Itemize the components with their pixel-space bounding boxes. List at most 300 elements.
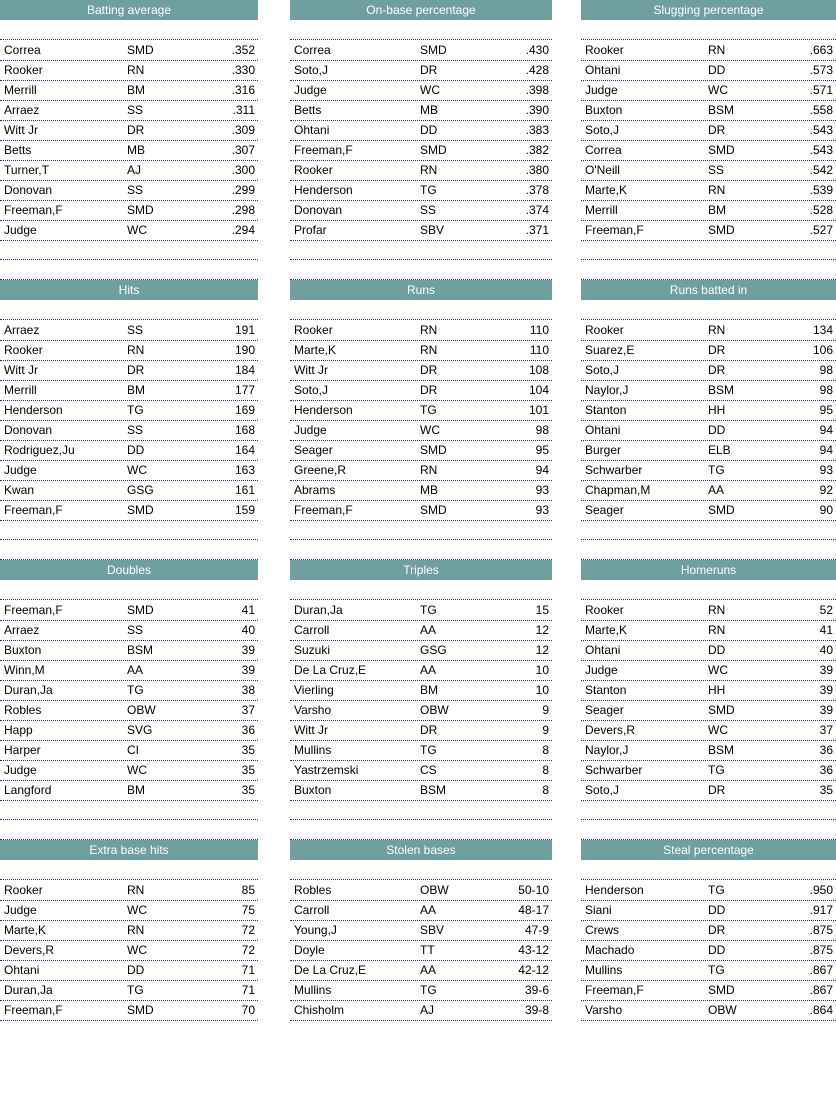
player-name: Freeman,F	[294, 503, 353, 517]
table-row	[0, 1000, 258, 1021]
team-code: ELB	[708, 443, 731, 457]
stat-value: 8	[542, 763, 549, 777]
stat-value: .875	[809, 923, 833, 937]
player-name: Mullins	[294, 983, 332, 997]
stat-value: .571	[809, 83, 833, 97]
table-row	[581, 400, 836, 421]
stat-value: 106	[812, 343, 833, 357]
player-name: Marte,K	[585, 623, 628, 637]
player-name: Rooker	[585, 323, 624, 337]
leaderboard-doubles	[0, 560, 258, 820]
table-row	[581, 660, 836, 681]
table-row	[581, 360, 836, 381]
stat-value: .383	[525, 123, 549, 137]
team-code: SMD	[420, 143, 447, 157]
team-code: DR	[708, 343, 726, 357]
player-name: Donovan	[4, 423, 53, 437]
team-code: BM	[708, 203, 726, 217]
player-name: Varsho	[294, 703, 332, 717]
stat-value: 108	[528, 363, 549, 377]
player-name: Buxton	[294, 783, 332, 797]
stat-value: .430	[525, 43, 549, 57]
player-name: Happ	[4, 723, 33, 737]
table-row	[581, 120, 836, 141]
leaderboard-runs-batted-in	[581, 280, 836, 540]
stat-value: 98	[819, 363, 833, 377]
team-code: BM	[127, 783, 145, 797]
team-code: DR	[708, 783, 726, 797]
player-name: Merrill	[4, 383, 37, 397]
team-code: SMD	[420, 43, 447, 57]
table-row	[581, 180, 836, 201]
player-name: Duran,Ja	[4, 683, 53, 697]
team-code: DD	[708, 943, 726, 957]
team-code: BSM	[708, 383, 735, 397]
table-row	[581, 40, 836, 61]
table-row	[290, 60, 552, 81]
player-name: Chisholm	[294, 1003, 345, 1017]
table-row	[0, 640, 258, 661]
stat-value: 39	[819, 683, 833, 697]
stat-value: 40	[241, 623, 255, 637]
player-name: Judge	[585, 83, 618, 97]
stat-value: 9	[542, 703, 549, 717]
team-code: TG	[420, 983, 437, 997]
team-code: AA	[708, 483, 725, 497]
stat-value: .380	[525, 163, 549, 177]
stat-value: 39	[819, 663, 833, 677]
table-row	[581, 320, 836, 341]
table-row	[0, 760, 258, 781]
leaderboard-batting-average	[0, 0, 258, 260]
stat-value: 85	[241, 883, 255, 897]
stat-value: 72	[241, 943, 255, 957]
team-code: WC	[420, 423, 440, 437]
stat-value: .950	[809, 883, 833, 897]
player-name: Freeman,F	[4, 603, 63, 617]
stat-value: 39	[241, 663, 255, 677]
stat-value: 90	[819, 503, 833, 517]
table-row	[290, 440, 552, 461]
team-code: SS	[708, 163, 725, 177]
team-code: TG	[127, 683, 144, 697]
table-row	[290, 880, 552, 901]
team-code: AJ	[127, 163, 142, 177]
player-name: Kwan	[4, 483, 35, 497]
table-row	[0, 460, 258, 481]
player-name: Greene,R	[294, 463, 347, 477]
team-code: SVG	[127, 723, 153, 737]
team-code: SS	[420, 203, 437, 217]
table-row	[581, 880, 836, 901]
stat-value: 75	[241, 903, 255, 917]
player-name: Machado	[585, 943, 635, 957]
team-code: GSG	[127, 483, 154, 497]
player-name: Judge	[4, 763, 37, 777]
table-row	[0, 440, 258, 461]
team-code: SMD	[708, 143, 735, 157]
team-code: TG	[420, 403, 437, 417]
player-name: Marte,K	[294, 343, 337, 357]
stat-value: .867	[809, 963, 833, 977]
leaderboard-steal-percentage	[581, 840, 836, 1100]
table-row	[581, 440, 836, 461]
stat-value: 98	[535, 423, 549, 437]
table-row	[0, 380, 258, 401]
table-row	[581, 780, 836, 801]
stat-value: .309	[231, 123, 255, 137]
player-name: Witt Jr	[4, 123, 38, 137]
stat-value: .864	[809, 1003, 833, 1017]
team-code: BSM	[127, 643, 154, 657]
table-row	[290, 480, 552, 501]
table-row	[0, 900, 258, 921]
table-row	[0, 120, 258, 141]
stat-value: 72	[241, 923, 255, 937]
stat-value: .543	[809, 143, 833, 157]
player-name: Rooker	[4, 343, 43, 357]
player-name: Profar	[294, 223, 327, 237]
table-row	[581, 940, 836, 961]
stat-value: 35	[241, 743, 255, 757]
team-code: DR	[708, 123, 726, 137]
table-row	[581, 420, 836, 441]
team-code: SMD	[127, 43, 154, 57]
team-code: DD	[708, 903, 726, 917]
table-row	[290, 420, 552, 441]
player-name: Seager	[294, 443, 333, 457]
stat-value: .663	[809, 43, 833, 57]
stat-value: 12	[535, 623, 549, 637]
stat-value: 161	[234, 483, 255, 497]
team-code: BSM	[708, 743, 735, 757]
team-code: DD	[708, 63, 726, 77]
team-code: DD	[708, 643, 726, 657]
team-code: DD	[127, 963, 145, 977]
team-code: RN	[420, 343, 438, 357]
table-row	[290, 100, 552, 121]
section-header: Homeruns	[581, 560, 836, 580]
player-name: Witt Jr	[4, 363, 38, 377]
team-code: OBW	[420, 883, 449, 897]
table-row	[0, 680, 258, 701]
stat-value: .299	[231, 183, 255, 197]
stat-value: 101	[528, 403, 549, 417]
table-row	[0, 620, 258, 641]
table-row	[0, 660, 258, 681]
stat-value: 163	[234, 463, 255, 477]
table-row	[290, 40, 552, 61]
table-row	[581, 480, 836, 501]
divider	[290, 259, 552, 260]
table-row	[290, 680, 552, 701]
table-row	[581, 680, 836, 701]
team-code: SMD	[708, 983, 735, 997]
team-code: AA	[420, 663, 437, 677]
team-code: TG	[127, 403, 144, 417]
team-code: AJ	[420, 1003, 435, 1017]
table-row	[290, 180, 552, 201]
player-name: Ohtani	[585, 423, 621, 437]
stat-value: 52	[819, 603, 833, 617]
player-name: Ohtani	[585, 643, 621, 657]
table-row	[290, 120, 552, 141]
table-row	[0, 980, 258, 1001]
team-code: RN	[127, 343, 145, 357]
team-code: WC	[127, 943, 147, 957]
divider	[290, 819, 552, 820]
player-name: Mullins	[585, 963, 623, 977]
stat-value: .573	[809, 63, 833, 77]
stat-value: 177	[234, 383, 255, 397]
table-row	[0, 920, 258, 941]
section-header: Stolen bases	[290, 840, 552, 860]
table-row	[290, 780, 552, 801]
stat-value: .539	[809, 183, 833, 197]
team-code: WC	[708, 723, 728, 737]
team-code: TG	[708, 883, 725, 897]
player-name: Robles	[4, 703, 42, 717]
table-row	[290, 80, 552, 101]
stat-value: .398	[525, 83, 549, 97]
player-name: Rooker	[585, 603, 624, 617]
team-code: SMD	[127, 503, 154, 517]
player-name: Soto,J	[294, 63, 329, 77]
stat-value: 35	[819, 783, 833, 797]
stat-value: .378	[525, 183, 549, 197]
stat-value: 94	[819, 423, 833, 437]
player-name: Judge	[585, 663, 618, 677]
table-row	[0, 220, 258, 241]
player-name: Soto,J	[585, 123, 620, 137]
stat-value: .543	[809, 123, 833, 137]
divider	[0, 539, 258, 540]
player-name: Devers,R	[585, 723, 636, 737]
stat-value: .917	[809, 903, 833, 917]
table-row	[0, 40, 258, 61]
player-name: Duran,Ja	[4, 983, 53, 997]
stat-value: 94	[535, 463, 549, 477]
player-name: Judge	[4, 463, 37, 477]
team-code: RN	[708, 603, 726, 617]
table-row	[581, 960, 836, 981]
player-name: Freeman,F	[294, 143, 353, 157]
player-name: Arraez	[4, 103, 40, 117]
player-name: Freeman,F	[4, 203, 63, 217]
player-name: Abrams	[294, 483, 336, 497]
leaderboard-hits	[0, 280, 258, 540]
player-name: Stanton	[585, 683, 627, 697]
stat-value: 8	[542, 783, 549, 797]
stat-value: .307	[231, 143, 255, 157]
stat-value: 94	[819, 443, 833, 457]
stat-value: .867	[809, 983, 833, 997]
player-name: Soto,J	[585, 783, 620, 797]
team-code: AA	[420, 963, 437, 977]
table-row	[581, 60, 836, 81]
stat-value: 36	[819, 743, 833, 757]
player-name: Correa	[294, 43, 331, 57]
team-code: RN	[420, 163, 438, 177]
stat-value: .542	[809, 163, 833, 177]
team-code: SMD	[127, 1003, 154, 1017]
team-code: TG	[420, 183, 437, 197]
player-name: Rooker	[4, 883, 43, 897]
team-code: SMD	[420, 443, 447, 457]
stat-value: 42-12	[518, 963, 549, 977]
table-row	[290, 960, 552, 981]
stat-value: 71	[241, 983, 255, 997]
stat-value: .330	[231, 63, 255, 77]
table-row	[581, 720, 836, 741]
player-name: Langford	[4, 783, 52, 797]
table-row	[581, 920, 836, 941]
player-name: Soto,J	[294, 383, 329, 397]
team-code: WC	[127, 763, 147, 777]
section-header: Triples	[290, 560, 552, 580]
table-row	[581, 620, 836, 641]
divider	[290, 539, 552, 540]
stat-value: 47-9	[524, 923, 549, 937]
stat-value: 191	[234, 323, 255, 337]
player-name: Seager	[585, 703, 624, 717]
table-row	[290, 320, 552, 341]
team-code: BM	[127, 383, 145, 397]
table-row	[0, 360, 258, 381]
player-name: Henderson	[585, 883, 644, 897]
leaderboard-stolen-bases	[290, 840, 552, 1100]
team-code: WC	[708, 83, 728, 97]
leaderboard-triples	[290, 560, 552, 820]
stat-value: .352	[231, 43, 255, 57]
table-row	[581, 380, 836, 401]
player-name: Suzuki	[294, 643, 331, 657]
table-row	[0, 480, 258, 501]
table-row	[290, 640, 552, 661]
leaderboard-runs	[290, 280, 552, 540]
stat-value: 39-8	[524, 1003, 549, 1017]
player-name: Marte,K	[4, 923, 47, 937]
stat-value: .875	[809, 943, 833, 957]
player-name: Seager	[585, 503, 624, 517]
table-row	[290, 340, 552, 361]
stat-value: 110	[529, 323, 549, 337]
team-code: WC	[127, 903, 147, 917]
section-header: On-base percentage	[290, 0, 552, 20]
team-code: HH	[708, 403, 726, 417]
team-code: GSG	[420, 643, 447, 657]
table-row	[290, 160, 552, 181]
team-code: RN	[708, 323, 726, 337]
team-code: TT	[420, 943, 435, 957]
stat-value: .371	[525, 223, 549, 237]
table-row	[581, 340, 836, 361]
team-code: TG	[708, 463, 725, 477]
table-row	[581, 200, 836, 221]
team-code: WC	[127, 223, 147, 237]
player-name: Witt Jr	[294, 723, 328, 737]
table-row	[0, 140, 258, 161]
stat-value: .298	[231, 203, 255, 217]
table-row	[0, 340, 258, 361]
player-name: Winn,M	[4, 663, 45, 677]
table-row	[0, 200, 258, 221]
player-name: Ohtani	[294, 123, 330, 137]
table-row	[290, 200, 552, 221]
table-row	[581, 1000, 836, 1021]
team-code: DR	[708, 363, 726, 377]
table-row	[0, 180, 258, 201]
stat-value: 43-12	[518, 943, 549, 957]
team-code: DR	[420, 383, 438, 397]
table-row	[290, 360, 552, 381]
player-name: Yastrzemski	[294, 763, 359, 777]
stat-value: 95	[535, 443, 549, 457]
stat-value: 71	[241, 963, 255, 977]
team-code: BM	[127, 83, 145, 97]
table-row	[290, 220, 552, 241]
player-name: De La Cruz,E	[294, 963, 367, 977]
team-code: SS	[127, 623, 144, 637]
team-code: SS	[127, 103, 144, 117]
player-name: Stanton	[585, 403, 627, 417]
stat-value: 10	[535, 663, 549, 677]
team-code: CI	[127, 743, 139, 757]
stat-value: .558	[809, 103, 833, 117]
stat-value: 39-6	[524, 983, 549, 997]
team-code: DD	[127, 443, 145, 457]
team-code: SS	[127, 183, 144, 197]
divider	[0, 819, 258, 820]
player-name: O'Neill	[585, 163, 620, 177]
player-name: Ohtani	[4, 963, 40, 977]
player-name: Naylor,J	[585, 743, 629, 757]
stat-value: 36	[241, 723, 255, 737]
player-name: Schwarber	[585, 763, 643, 777]
stat-value: 41	[819, 623, 833, 637]
table-row	[290, 1000, 552, 1021]
stat-value: 92	[819, 483, 833, 497]
leaderboard-homeruns	[581, 560, 836, 820]
team-code: DR	[420, 63, 438, 77]
divider	[581, 259, 836, 260]
stat-value: .294	[231, 223, 255, 237]
player-name: Rooker	[4, 63, 43, 77]
player-name: Freeman,F	[585, 983, 644, 997]
team-code: RN	[127, 883, 145, 897]
player-name: Chapman,M	[585, 483, 651, 497]
player-name: Rooker	[294, 323, 333, 337]
stat-value: 9	[542, 723, 549, 737]
table-row	[290, 920, 552, 941]
stat-value: 40	[819, 643, 833, 657]
team-code: AA	[420, 623, 437, 637]
player-name: Merrill	[4, 83, 37, 97]
player-name: Freeman,F	[585, 223, 644, 237]
table-row	[290, 760, 552, 781]
team-code: BSM	[708, 103, 735, 117]
player-name: Rodriguez,Ju	[4, 443, 75, 457]
player-name: Judge	[4, 223, 37, 237]
player-name: Naylor,J	[585, 383, 629, 397]
team-code: RN	[420, 323, 438, 337]
table-row	[0, 720, 258, 741]
table-row	[0, 700, 258, 721]
table-row	[581, 140, 836, 161]
stat-value: 190	[234, 343, 255, 357]
player-name: Freeman,F	[4, 503, 63, 517]
table-row	[0, 880, 258, 901]
